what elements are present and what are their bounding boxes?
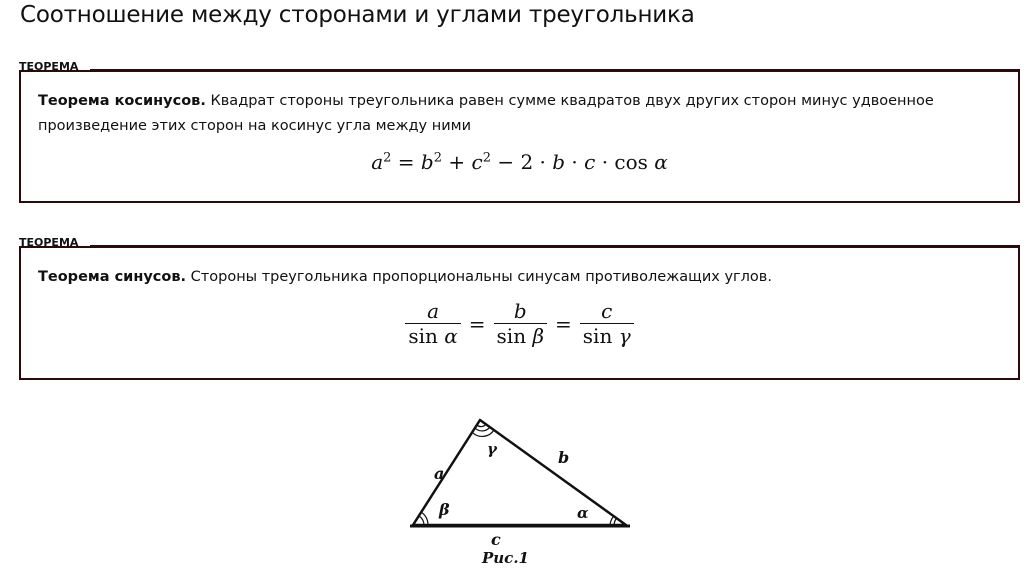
theorem-name-sines: Теорема синусов. [38,269,187,285]
formula-var: a [427,299,440,323]
formula-sines [21,299,1018,348]
formula-op: · [565,150,585,174]
formula-var: b [513,299,527,323]
formula-op: = [555,311,572,336]
fraction-c [580,299,634,348]
angle-gamma-label: γ [487,440,497,458]
figure-caption: Рис.1 [482,549,529,566]
formula-op: = [391,150,421,174]
side-a-label: a [434,464,445,483]
theorem-box-sines [19,246,1020,380]
triangle-figure [400,408,640,566]
angle-beta-arc [419,516,424,525]
formula-op: = [468,311,486,336]
formula-var: c [601,299,613,323]
formula-fn: sin [408,324,445,348]
formula-var: α [654,150,668,174]
formula-op: − 2 · [490,150,553,174]
side-b-label: b [558,448,570,467]
formula-var: c [471,150,483,174]
theorem-tag-cosines: ТЕОРЕМА [19,60,79,73]
theorem-statement-sines: Стороны треугольника пропорциональны синусам противолежащих углов. [186,269,772,285]
angle-alpha-label: α [577,504,589,522]
formula-var: γ [618,324,631,348]
angle-gamma-arc [475,427,490,431]
formula-exp: 2 [482,150,491,166]
theorem-name-cosines: Теорема косинусов. [38,93,206,109]
formula-var: b [420,150,434,174]
formula-fn: sin [496,324,533,348]
fraction-a [405,299,460,348]
formula-cosines [21,150,1018,174]
formula-var: β [532,324,545,348]
page-title: Соотношение между сторонами и углами треугольника [20,2,695,28]
formula-var: α [444,324,458,348]
theorem-statement-cosines: Квадрат стороны треугольника равен сумме квадратов двух других сторон минус удвоенное произведение этих сторон на косинус угла между ними [38,93,934,134]
formula-fn: sin [582,324,619,348]
side-c-label: c [491,530,501,549]
formula-var: a [371,150,384,174]
theorem-text-sines [38,265,1004,290]
formula-exp: 2 [433,150,442,166]
formula-op: + [442,150,472,174]
formula-var: c [584,150,596,174]
formula-op: · cos [595,150,655,174]
fraction-b [494,299,547,348]
theorem-text-cosines [38,89,1004,139]
theorem-box-cosines [19,70,1020,203]
formula-var: b [552,150,566,174]
formula-exp: 2 [383,150,392,166]
angle-beta-label: β [439,500,450,519]
theorem-tag-sines: ТЕОРЕМА [19,236,79,249]
